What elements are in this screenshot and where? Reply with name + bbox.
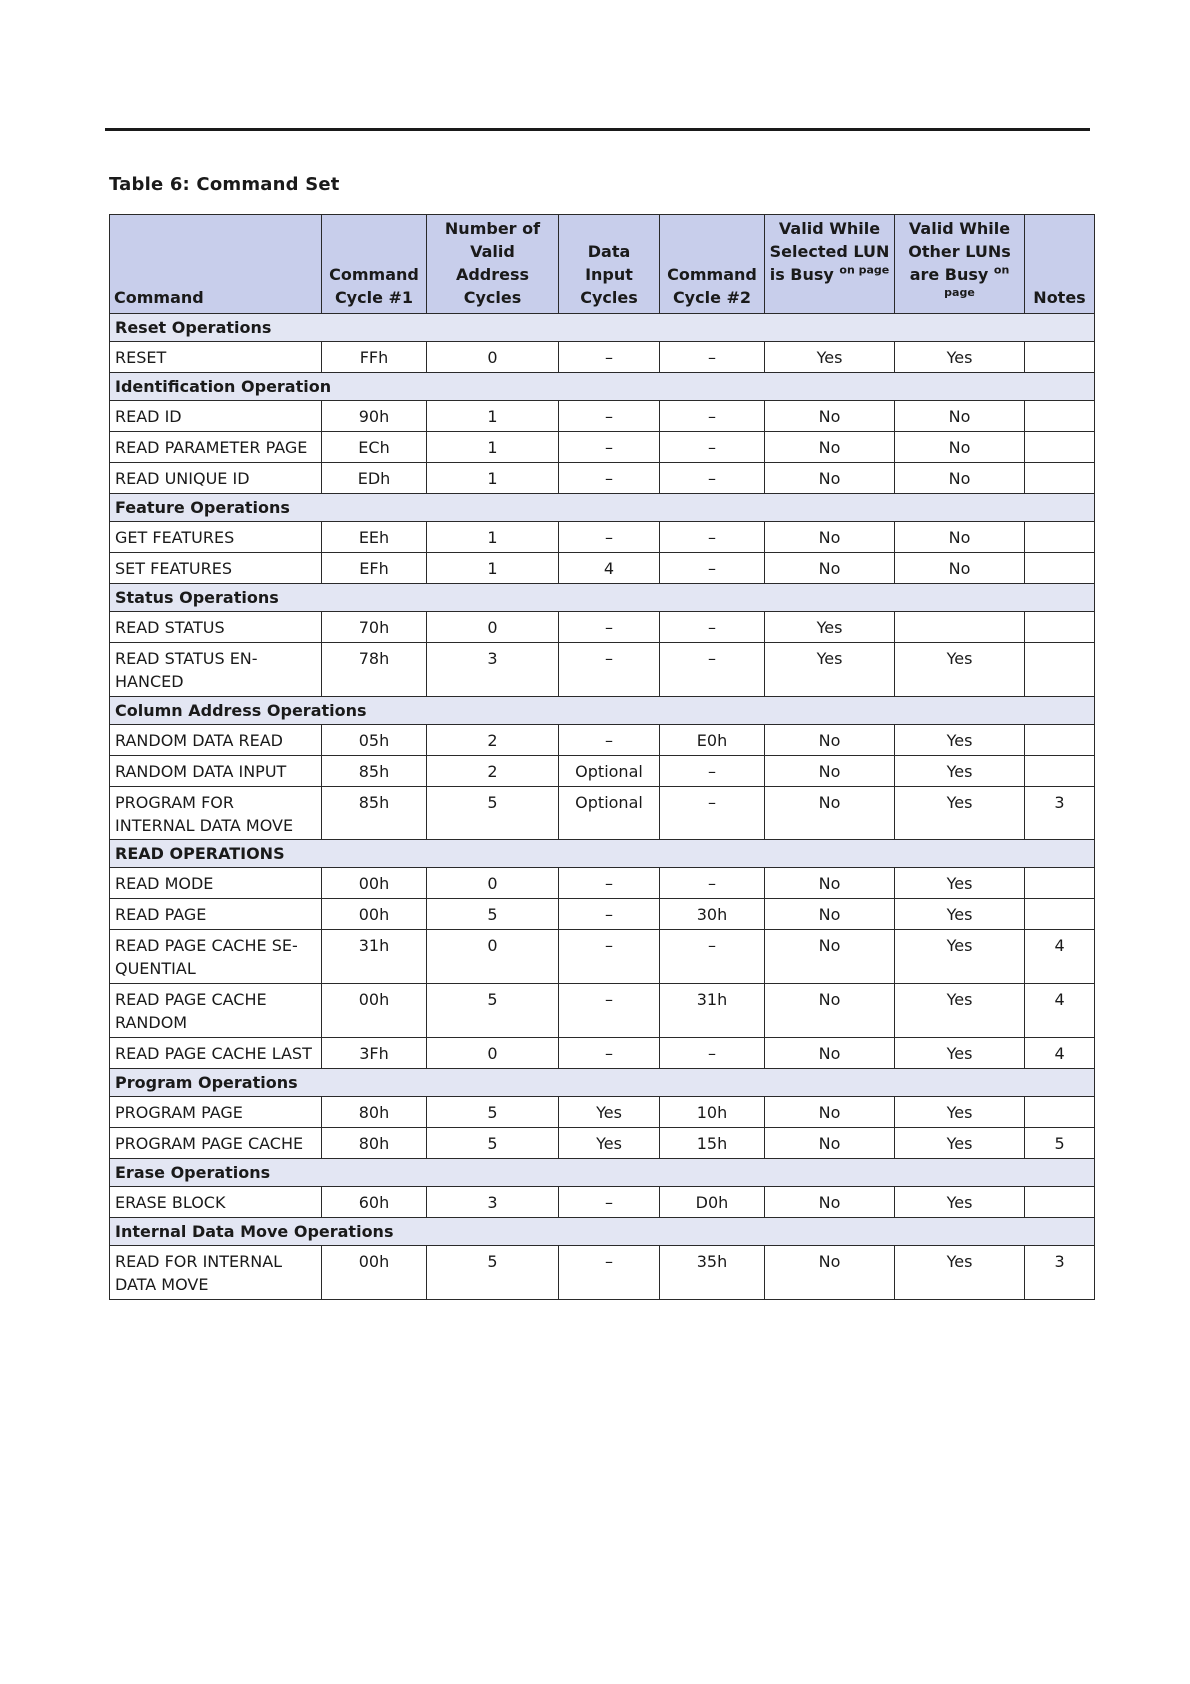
cell-data-input-cycles: Optional [559, 756, 660, 787]
cell-address-cycles: 5 [427, 787, 559, 841]
group-title: Feature Operations [110, 494, 1095, 522]
cell-notes [1025, 553, 1095, 584]
cell-command-cycle-1: 90h [322, 401, 427, 432]
cell-command-cycle-2: E0h [660, 725, 765, 756]
table-row [110, 432, 1095, 463]
cell-data-input-cycles: – [559, 899, 660, 930]
group-title: Column Address Operations [110, 697, 1095, 725]
cell-command-cycle-2: – [660, 612, 765, 643]
cell-data-input-cycles: – [559, 725, 660, 756]
cell-command-cycle-1: 00h [322, 899, 427, 930]
group-title: Erase Operations [110, 1159, 1095, 1187]
cell-command: SET FEATURES [110, 553, 322, 584]
command-set-table [109, 214, 1095, 841]
cell-command: READ ID [110, 401, 322, 432]
group-title: READ OPERATIONS [110, 840, 1095, 868]
cell-command: READ PARAMETER PAGE [110, 432, 322, 463]
top-rule [105, 128, 1090, 131]
cell-valid-selected-lun: No [765, 787, 895, 841]
table-row [110, 1038, 1095, 1069]
table-row [110, 463, 1095, 494]
cell-command-cycle-2: 35h [660, 1246, 765, 1300]
cell-command-cycle-2: – [660, 930, 765, 984]
cell-notes [1025, 643, 1095, 697]
table-row [110, 643, 1095, 697]
cell-address-cycles: 5 [427, 1097, 559, 1128]
group-row [110, 1218, 1095, 1246]
cell-command-cycle-1: 00h [322, 868, 427, 899]
cell-notes: 3 [1025, 1246, 1095, 1300]
cell-valid-other-luns: No [895, 553, 1025, 584]
group-row [110, 840, 1095, 868]
group-title: Internal Data Move Operations [110, 1218, 1095, 1246]
cell-command: READ STATUS [110, 612, 322, 643]
cell-command: GET FEATURES [110, 522, 322, 553]
cell-command-cycle-2: 31h [660, 984, 765, 1038]
cell-command: RESET [110, 342, 322, 373]
cell-valid-other-luns: Yes [895, 1038, 1025, 1069]
cell-valid-selected-lun: No [765, 1097, 895, 1128]
cell-notes [1025, 612, 1095, 643]
cell-address-cycles: 1 [427, 401, 559, 432]
cell-notes [1025, 756, 1095, 787]
header-data-input-cycles: Data Input Cycles [559, 215, 660, 314]
cell-valid-selected-lun: No [765, 984, 895, 1038]
cell-command-cycle-2: – [660, 756, 765, 787]
table-row [110, 612, 1095, 643]
cell-data-input-cycles: – [559, 868, 660, 899]
cell-data-input-cycles: – [559, 522, 660, 553]
cell-command-cycle-2: D0h [660, 1187, 765, 1218]
cell-valid-selected-lun: No [765, 432, 895, 463]
cell-command-cycle-2: – [660, 787, 765, 841]
cell-valid-other-luns: No [895, 401, 1025, 432]
cell-valid-selected-lun: Yes [765, 612, 895, 643]
cell-address-cycles: 3 [427, 643, 559, 697]
cell-command-cycle-2: – [660, 553, 765, 584]
cell-valid-selected-lun: No [765, 401, 895, 432]
cell-command-cycle-1: EFh [322, 553, 427, 584]
cell-data-input-cycles: – [559, 342, 660, 373]
cell-command: READ PAGE CACHE SE-QUENTIAL [110, 930, 322, 984]
cell-valid-selected-lun: No [765, 1187, 895, 1218]
cell-valid-other-luns: Yes [895, 984, 1025, 1038]
cell-address-cycles: 5 [427, 899, 559, 930]
cell-command: READ PAGE CACHE RANDOM [110, 984, 322, 1038]
cell-command-cycle-1: 05h [322, 725, 427, 756]
cell-command: ERASE BLOCK [110, 1187, 322, 1218]
cell-command-cycle-2: – [660, 342, 765, 373]
cell-address-cycles: 5 [427, 984, 559, 1038]
cell-command-cycle-1: 00h [322, 1246, 427, 1300]
cell-valid-other-luns: Yes [895, 930, 1025, 984]
table-row [110, 342, 1095, 373]
table-row [110, 1097, 1095, 1128]
cell-valid-selected-lun: Yes [765, 342, 895, 373]
cell-notes: 4 [1025, 930, 1095, 984]
cell-address-cycles: 0 [427, 1038, 559, 1069]
cell-command-cycle-1: 85h [322, 756, 427, 787]
header-valid-selected-lun [765, 215, 895, 314]
table-row [110, 725, 1095, 756]
header-row [110, 215, 1095, 314]
group-row [110, 697, 1095, 725]
cell-data-input-cycles: Yes [559, 1097, 660, 1128]
group-title: Status Operations [110, 584, 1095, 612]
table-row [110, 787, 1095, 841]
cell-address-cycles: 3 [427, 1187, 559, 1218]
cell-notes: 4 [1025, 1038, 1095, 1069]
header-notes: Notes [1025, 215, 1095, 314]
cell-valid-selected-lun: No [765, 553, 895, 584]
table-row [110, 1246, 1095, 1300]
cell-command-cycle-2: – [660, 643, 765, 697]
header-address-cycles: Number of Valid Address Cycles [427, 215, 559, 314]
cell-valid-selected-lun: No [765, 868, 895, 899]
cell-command: PROGRAM PAGE [110, 1097, 322, 1128]
table-row [110, 1128, 1095, 1159]
cell-valid-other-luns: No [895, 463, 1025, 494]
cell-command-cycle-2: 30h [660, 899, 765, 930]
cell-command-cycle-1: ECh [322, 432, 427, 463]
cell-address-cycles: 0 [427, 342, 559, 373]
cell-command-cycle-2: 10h [660, 1097, 765, 1128]
cell-notes [1025, 432, 1095, 463]
cell-valid-other-luns: Yes [895, 787, 1025, 841]
cell-data-input-cycles: – [559, 463, 660, 494]
cell-data-input-cycles: 4 [559, 553, 660, 584]
group-title: Program Operations [110, 1069, 1095, 1097]
cell-address-cycles: 2 [427, 756, 559, 787]
cell-command-cycle-1: 00h [322, 984, 427, 1038]
cell-command: READ PAGE [110, 899, 322, 930]
cell-command-cycle-1: 78h [322, 643, 427, 697]
header-valid-other-luns [895, 215, 1025, 314]
table-title: Table 6: Command Set [109, 174, 340, 195]
table-row [110, 984, 1095, 1038]
cell-command-cycle-1: EEh [322, 522, 427, 553]
cell-command-cycle-1: FFh [322, 342, 427, 373]
cell-address-cycles: 1 [427, 432, 559, 463]
cell-command-cycle-1: 31h [322, 930, 427, 984]
cell-command: RANDOM DATA READ [110, 725, 322, 756]
table1-body [110, 314, 1095, 841]
table-row [110, 899, 1095, 930]
cell-command-cycle-1: 70h [322, 612, 427, 643]
cell-command-cycle-1: EDh [322, 463, 427, 494]
group-title: Reset Operations [110, 314, 1095, 342]
cell-data-input-cycles: – [559, 432, 660, 463]
cell-notes [1025, 1097, 1095, 1128]
cell-valid-selected-lun: No [765, 463, 895, 494]
cell-valid-selected-lun: No [765, 756, 895, 787]
cell-command-cycle-1: 80h [322, 1097, 427, 1128]
header-command: Command [110, 215, 322, 314]
cell-command-cycle-2: – [660, 868, 765, 899]
cell-command: PROGRAM PAGE CACHE [110, 1128, 322, 1159]
cell-notes [1025, 401, 1095, 432]
command-set-table-continued [109, 839, 1095, 1300]
cell-valid-selected-lun: No [765, 1246, 895, 1300]
cell-valid-selected-lun: No [765, 899, 895, 930]
cell-notes [1025, 463, 1095, 494]
table-row [110, 930, 1095, 984]
table-row [110, 756, 1095, 787]
group-title: Identification Operation [110, 373, 1095, 401]
cell-address-cycles: 2 [427, 725, 559, 756]
cell-data-input-cycles: Optional [559, 787, 660, 841]
header-valid-other-luns-text: Valid While Other LUNs are Busy [908, 219, 1011, 284]
cell-address-cycles: 1 [427, 522, 559, 553]
cell-command-cycle-1: 85h [322, 787, 427, 841]
cell-notes [1025, 1187, 1095, 1218]
header-valid-other-luns-sup: on [993, 263, 1010, 277]
group-row [110, 314, 1095, 342]
cell-command: PROGRAM FOR INTERNAL DATA MOVE [110, 787, 322, 841]
cell-command-cycle-2: – [660, 522, 765, 553]
cell-valid-other-luns: Yes [895, 725, 1025, 756]
header-valid-other-luns-sup2: page [944, 286, 975, 299]
cell-notes [1025, 342, 1095, 373]
header-command-cycle-2: Command Cycle #2 [660, 215, 765, 314]
cell-command: READ STATUS EN-HANCED [110, 643, 322, 697]
cell-command: RANDOM DATA INPUT [110, 756, 322, 787]
cell-address-cycles: 1 [427, 553, 559, 584]
cell-command-cycle-2: – [660, 463, 765, 494]
cell-command-cycle-2: – [660, 1038, 765, 1069]
cell-data-input-cycles: – [559, 1246, 660, 1300]
table-row [110, 553, 1095, 584]
cell-data-input-cycles: – [559, 930, 660, 984]
table-row [110, 1187, 1095, 1218]
cell-data-input-cycles: – [559, 643, 660, 697]
cell-valid-other-luns: No [895, 432, 1025, 463]
cell-valid-selected-lun: No [765, 725, 895, 756]
cell-valid-other-luns [895, 612, 1025, 643]
group-row [110, 1069, 1095, 1097]
cell-command-cycle-2: 15h [660, 1128, 765, 1159]
cell-data-input-cycles: – [559, 1038, 660, 1069]
cell-address-cycles: 5 [427, 1246, 559, 1300]
cell-notes [1025, 899, 1095, 930]
cell-valid-other-luns: Yes [895, 1128, 1025, 1159]
cell-notes: 3 [1025, 787, 1095, 841]
cell-address-cycles: 0 [427, 868, 559, 899]
cell-address-cycles: 5 [427, 1128, 559, 1159]
cell-data-input-cycles: – [559, 612, 660, 643]
cell-valid-selected-lun: Yes [765, 643, 895, 697]
cell-valid-selected-lun: No [765, 930, 895, 984]
cell-valid-other-luns: Yes [895, 1097, 1025, 1128]
cell-valid-other-luns: No [895, 522, 1025, 553]
group-row [110, 373, 1095, 401]
cell-valid-other-luns: Yes [895, 1246, 1025, 1300]
group-row [110, 584, 1095, 612]
table-row [110, 522, 1095, 553]
table-row [110, 868, 1095, 899]
group-row [110, 494, 1095, 522]
cell-data-input-cycles: – [559, 401, 660, 432]
cell-notes: 4 [1025, 984, 1095, 1038]
cell-valid-other-luns: Yes [895, 342, 1025, 373]
cell-notes [1025, 868, 1095, 899]
header-command-cycle-1: Command Cycle #1 [322, 215, 427, 314]
cell-command: READ PAGE CACHE LAST [110, 1038, 322, 1069]
cell-address-cycles: 0 [427, 612, 559, 643]
group-row [110, 1159, 1095, 1187]
cell-command-cycle-1: 3Fh [322, 1038, 427, 1069]
cell-valid-selected-lun: No [765, 522, 895, 553]
cell-address-cycles: 0 [427, 930, 559, 984]
cell-data-input-cycles: – [559, 984, 660, 1038]
cell-valid-other-luns: Yes [895, 643, 1025, 697]
cell-command: READ FOR INTERNAL DATA MOVE [110, 1246, 322, 1300]
table2-body [110, 840, 1095, 1300]
cell-valid-other-luns: Yes [895, 899, 1025, 930]
cell-valid-other-luns: Yes [895, 1187, 1025, 1218]
cell-command-cycle-2: – [660, 401, 765, 432]
cell-address-cycles: 1 [427, 463, 559, 494]
cell-command-cycle-2: – [660, 432, 765, 463]
cell-command-cycle-1: 80h [322, 1128, 427, 1159]
cell-command-cycle-1: 60h [322, 1187, 427, 1218]
cell-data-input-cycles: – [559, 1187, 660, 1218]
cell-notes [1025, 522, 1095, 553]
cell-data-input-cycles: Yes [559, 1128, 660, 1159]
cell-valid-selected-lun: No [765, 1038, 895, 1069]
cell-notes [1025, 725, 1095, 756]
header-valid-selected-lun-sup: on page [839, 263, 890, 277]
cell-command: READ UNIQUE ID [110, 463, 322, 494]
cell-valid-other-luns: Yes [895, 756, 1025, 787]
table-row [110, 401, 1095, 432]
cell-valid-other-luns: Yes [895, 868, 1025, 899]
header-valid-selected-lun-text: Valid While Selected LUN is Busy [769, 219, 890, 284]
cell-valid-selected-lun: No [765, 1128, 895, 1159]
cell-notes: 5 [1025, 1128, 1095, 1159]
cell-command: READ MODE [110, 868, 322, 899]
